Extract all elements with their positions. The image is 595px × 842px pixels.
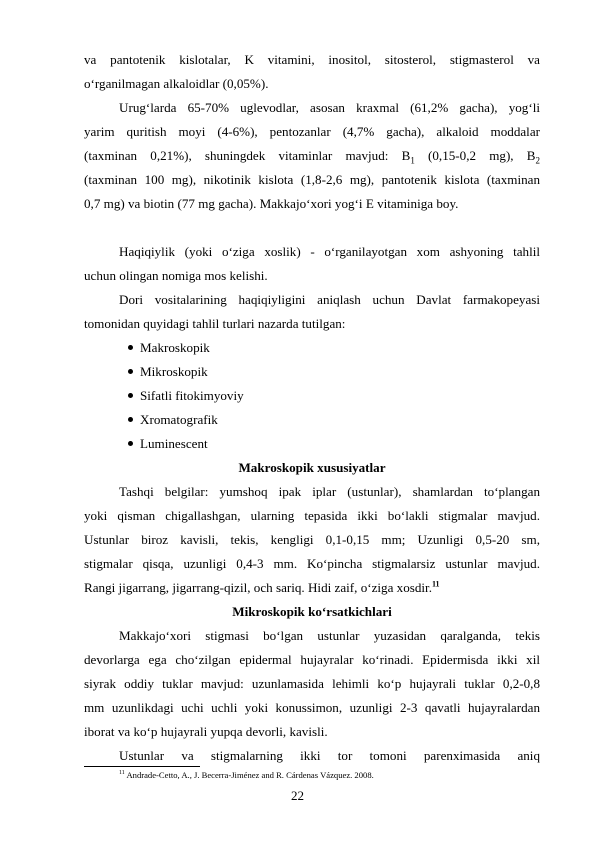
paragraph-6-line-3: siyrak oddiy tuklar mavjud: uzunlamasida lehimli ko‘p hujayrali tuklar 0,2-0,8 — [84, 676, 540, 691]
paragraph-7-line-1: Ustunlar va stigmalarning ikki tor tomoni parenximasida aniq — [119, 748, 540, 763]
section-heading-microscopic: Mikroskopik ko‘rsatkichlari — [232, 604, 392, 619]
paragraph-2-line-4-with-vitamins — [84, 148, 540, 164]
footnote-text: Andrade-Cetto, A., J. Becerra-Jiménez and R. Cárdenas Vázquez. 2008. — [124, 770, 374, 780]
bullet-icon — [128, 441, 133, 446]
paragraph-6-line-2: devorlarga ega cho‘zilgan epidermal hujayralar ko‘rinadi. Epidermisda ikki xil — [84, 652, 540, 667]
paragraph-4-line-2: tomonidan quyidagi tahlil turlari nazarda tutilgan: — [84, 316, 346, 331]
bullet-icon — [128, 417, 133, 422]
bullet-label: Mikroskopik — [140, 364, 208, 379]
footnote — [119, 770, 374, 781]
vitamin-b-label: (taxminan 0,21%), shuningdek vitaminlar mavjud: B — [84, 148, 411, 163]
bullet-label: Xromatografik — [140, 412, 218, 427]
paragraph-2-line-1: Urug‘larda 65-70% uglevodlar, asosan kraxmal (61,2% gacha), yog‘li — [119, 100, 540, 115]
bullet-icon — [128, 369, 133, 374]
paragraph-3-line-2: uchun olingan nomiga mos kelishi. — [84, 268, 268, 283]
paragraph-1-line-1: va pantotenik kislotalar, K vitamini, inositol, sitosterol, stigmasterol va — [84, 52, 540, 67]
b2-subscript: 2 — [535, 155, 540, 166]
paragraph-2-line-5: (taxminan 100 mg), nikotinik kislota (1,8-2,6 mg), pantotenik kislota (taxminan — [84, 172, 540, 187]
footnote-number: 11 — [119, 770, 125, 777]
paragraph-2-line-6: 0,7 mg) va biotin (77 mg gacha). Makkajo‘xori yog‘i E vitaminiga boy. — [84, 196, 459, 211]
paragraph-5-line-5-text: Rangi jigarrang, jigarrang-qizil, och sariq. Hidi zaif, o‘ziga xosdir. — [84, 580, 432, 595]
bullet-icon — [128, 345, 133, 350]
footnote-divider — [84, 766, 200, 767]
paragraph-4-line-1: Dori vositalarining haqiqiyligini aniqlash uchun Davlat farmakopeyasi — [119, 292, 540, 307]
paragraph-3-line-1: Haqiqiylik (yoki o‘ziga xoslik) - o‘rganilayotgan xom ashyoning tahlil — [119, 244, 540, 259]
bullet-label: Luminescent — [140, 436, 208, 451]
footnote-reference: 11 — [431, 579, 440, 589]
paragraph-6-line-4: mm uzunlikdagi uchi uchli yoki konussimon, uzunligi 2-3 qavatli hujayralardan — [84, 700, 540, 715]
bullet-item-mikroskopik — [140, 364, 208, 380]
section-heading-macroscopic: Makroskopik xususiyatlar — [238, 460, 386, 475]
paragraph-5-line-1: Tashqi belgilar: yumshoq ipak iplar (ustunlar), shamlardan to‘plangan — [119, 484, 540, 499]
bullet-item-xromatografik — [140, 412, 218, 428]
page-number: 22 — [290, 788, 305, 803]
bullet-icon — [128, 393, 133, 398]
paragraph-5-line-4: stigmalar qisqa, uzunligi 0,4-3 mm. Ko‘pincha stigmalarsiz ustunlar mavjud. — [84, 556, 540, 571]
b1-subscript: 1 — [410, 155, 415, 166]
paragraph-5-line-3: Ustunlar biroz kavisli, tekis, kengligi 0,1-0,15 mm; Uzunligi 0,5-20 sm, — [84, 532, 540, 547]
b1-value: (0,15-0,2 mg), B — [414, 148, 536, 163]
bullet-item-luminescent — [140, 436, 208, 452]
paragraph-5-line-2: yoki qisman chigallashgan, ularning tepasida ikki bo‘lakli stigmalar mavjud. — [84, 508, 540, 523]
paragraph-6-line-5: iborat va ko‘p hujayrali yupqa devorli, kavisli. — [84, 724, 328, 739]
paragraph-1-line-2: o‘rganilmagan alkaloidlar (0,05%). — [84, 76, 269, 91]
paragraph-6-line-1: Makkajo‘xori stigmasi bo‘lgan ustunlar yuzasidan qaralganda, tekis — [119, 628, 540, 643]
bullet-item-sifatli — [140, 388, 244, 404]
bullet-label: Sifatli fitokimyoviy — [140, 388, 244, 403]
paragraph-2-line-2: yarim quritish moyi (4-6%), pentozanlar (4,7% gacha), alkaloid moddalar — [84, 124, 540, 139]
bullet-label: Makroskopik — [140, 340, 210, 355]
paragraph-5-line-5 — [84, 580, 540, 596]
bullet-item-makroskopik — [140, 340, 210, 356]
